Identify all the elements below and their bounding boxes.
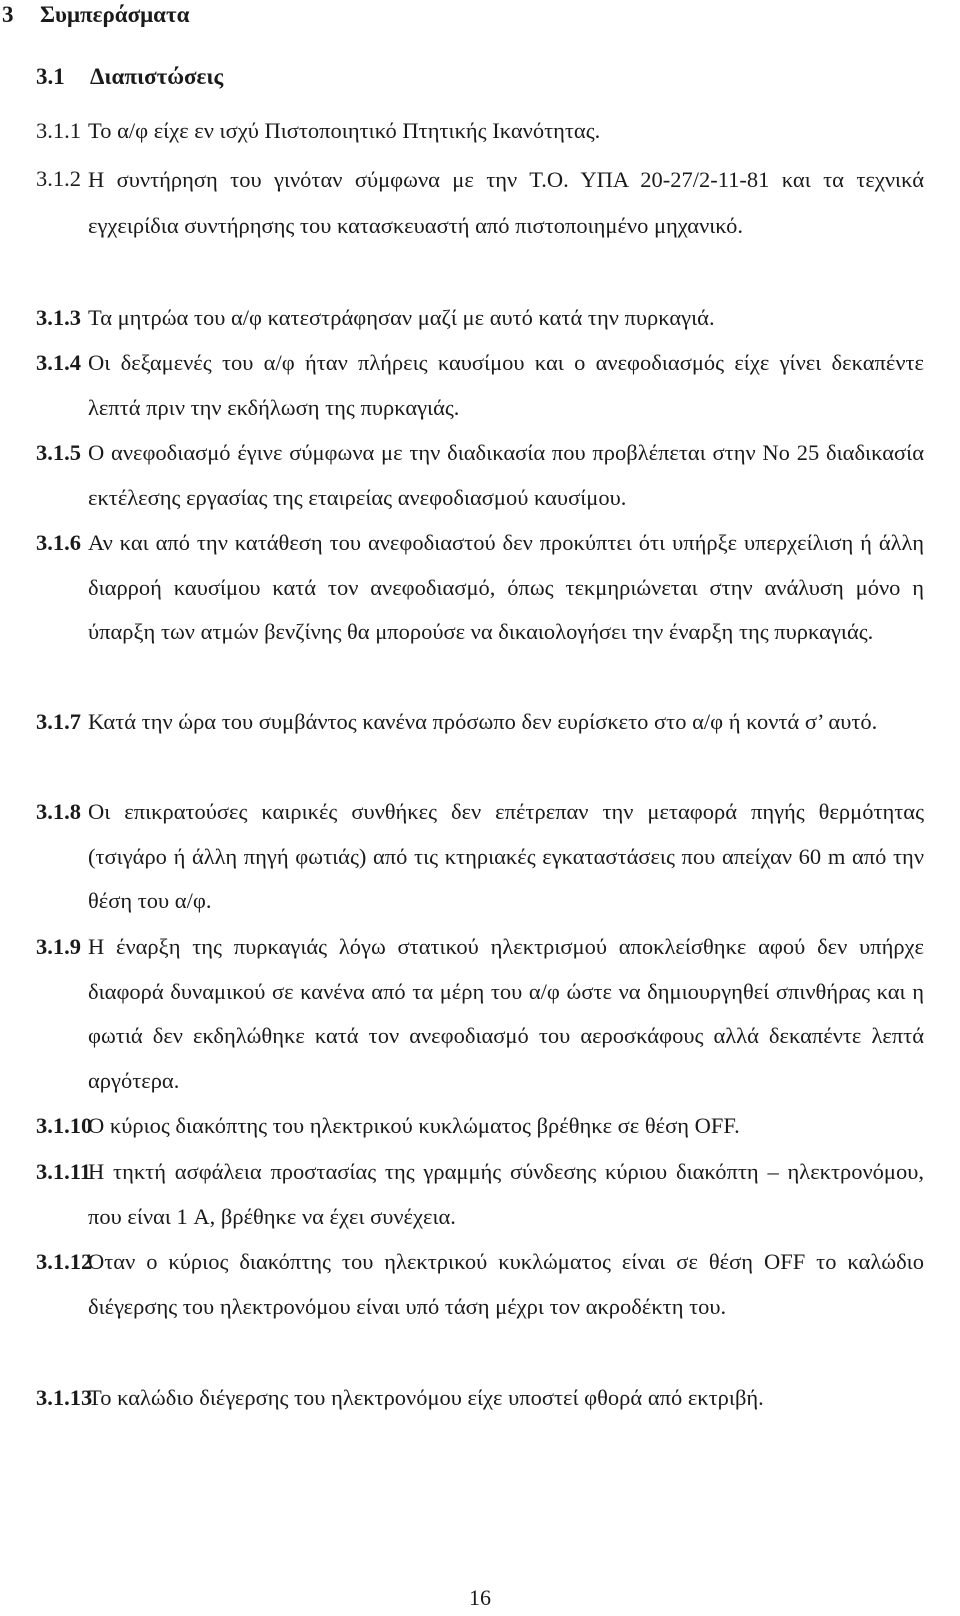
- finding-number: 3.1.8: [36, 799, 81, 824]
- finding-text: Το καλώδιο διέγερσης του ηλεκτρονόμου είχε υποστεί φθορά από εκτριβή.: [88, 1385, 764, 1410]
- finding-text: Τα μητρώα του α/φ κατεστράφησαν μαζί με αυτό κατά την πυρκαγιά.: [88, 305, 715, 330]
- finding-number: 3.1.10: [36, 1113, 93, 1138]
- finding-item: [36, 1150, 924, 1239]
- section-heading: [2, 0, 189, 32]
- finding-number: 3.1.9: [36, 934, 81, 959]
- subsection-heading: [36, 60, 223, 94]
- finding-number: 3.1.2: [36, 166, 81, 191]
- finding-number: 3.1.4: [36, 350, 81, 375]
- section-number: 3: [2, 2, 14, 27]
- finding-item: [36, 1104, 924, 1149]
- finding-number: 3.1.13: [36, 1385, 93, 1410]
- finding-item: [36, 109, 924, 154]
- finding-text: Αν και από την κατάθεση του ανεφοδιαστού δεν προκύπτει ότι υπήρξε υπερχείλιση ή άλλη διαρροή καυσίμου κατά τον ανεφοδιασμό, όπως τεκμηριώνεται στην ανάλυση μόνο η ύπαρξη των ατμών βενζίνης θα μπορούσε να δικαιολογήσει την έναρξη της πυρκαγιάς.: [88, 530, 924, 644]
- finding-item: [36, 431, 924, 520]
- finding-text: Οι δεξαμενές του α/φ ήταν πλήρεις καυσίμου και ο ανεφοδιασμός είχε γίνει δεκαπέντε λεπτά πριν την εκδήλωση της πυρκαγιάς.: [88, 350, 924, 420]
- finding-number: 3.1.11: [36, 1159, 92, 1184]
- finding-item: [36, 296, 924, 341]
- finding-item: [36, 1376, 924, 1421]
- finding-text: Η έναρξη της πυρκαγιάς λόγω στατικού ηλεκτρισμού αποκλείσθηκε αφού δεν υπήρχε διαφορά δυναμικού σε κανένα από τα μέρη του α/φ ώστε να δημιουργηθεί σπινθήρας και η φωτιά δεν εκδηλώθηκε κατά τον ανεφοδιασμό του αεροσκάφους αλλά δεκαπέντε λεπτά αργότερα.: [88, 934, 924, 1093]
- finding-text: Το α/φ είχε εν ισχύ Πιστοποιητικό Πτητικής Ικανότητας.: [88, 118, 601, 143]
- finding-number: 3.1.7: [36, 709, 81, 734]
- finding-number: 3.1.5: [36, 440, 81, 465]
- section-title: Συμπεράσματα: [40, 2, 190, 27]
- page-number: 16: [469, 1585, 491, 1610]
- subsection-number: 3.1: [36, 64, 65, 89]
- finding-item: [36, 157, 924, 249]
- finding-item: [36, 521, 924, 655]
- finding-text: Η τηκτή ασφάλεια προστασίας της γραμμής σύνδεσης κύριου διακόπτη – ηλεκτρονόμου, που είναι 1 A, βρέθηκε να έχει συνέχεια.: [88, 1159, 924, 1229]
- finding-text: Όταν ο κύριος διακόπτης του ηλεκτρικού κυκλώματος είναι σε θέση OFF το καλώδιο διέγερσης του ηλεκτρονόμου είναι υπό τάση μέχρι τον ακροδέκτη του.: [88, 1249, 924, 1319]
- finding-item: [36, 925, 924, 1103]
- finding-item: [36, 341, 924, 430]
- finding-number: 3.1.6: [36, 530, 81, 555]
- finding-item: [36, 700, 924, 745]
- finding-number: 3.1.3: [36, 305, 81, 330]
- finding-text: Ο κύριος διακόπτης του ηλεκτρικού κυκλώματος βρέθηκε σε θέση OFF.: [88, 1113, 740, 1138]
- finding-number: 3.1.1: [36, 118, 81, 143]
- subsection-title: Διαπιστώσεις: [90, 64, 224, 89]
- finding-text: Οι επικρατούσες καιρικές συνθήκες δεν επέτρεπαν την μεταφορά πηγής θερμότητας (τσιγάρο ή άλλη πηγή φωτιάς) από τις κτηριακές εγκαταστάσεις που απείχαν 60 m από την θέση του α/φ.: [88, 799, 924, 913]
- finding-item: [36, 1240, 924, 1329]
- finding-text: Ο ανεφοδιασμό έγινε σύμφωνα με την διαδικασία που προβλέπεται στην No 25 διαδικασία εκτέλεσης εργασίας της εταιρείας ανεφοδιασμού καυσίμου.: [88, 440, 924, 510]
- finding-text: Η συντήρηση του γινόταν σύμφωνα με την Τ.Ο. ΥΠΑ 20-27/2-11-81 και τα τεχνικά εγχειρίδια συντήρησης του κατασκευαστή από πιστοποιημένο μηχανικό.: [88, 167, 924, 238]
- finding-number: 3.1.12: [36, 1249, 93, 1274]
- finding-item: [36, 790, 924, 924]
- finding-text: Κατά την ώρα του συμβάντος κανένα πρόσωπο δεν ευρίσκετο στο α/φ ή κοντά σ’ αυτό.: [88, 709, 878, 734]
